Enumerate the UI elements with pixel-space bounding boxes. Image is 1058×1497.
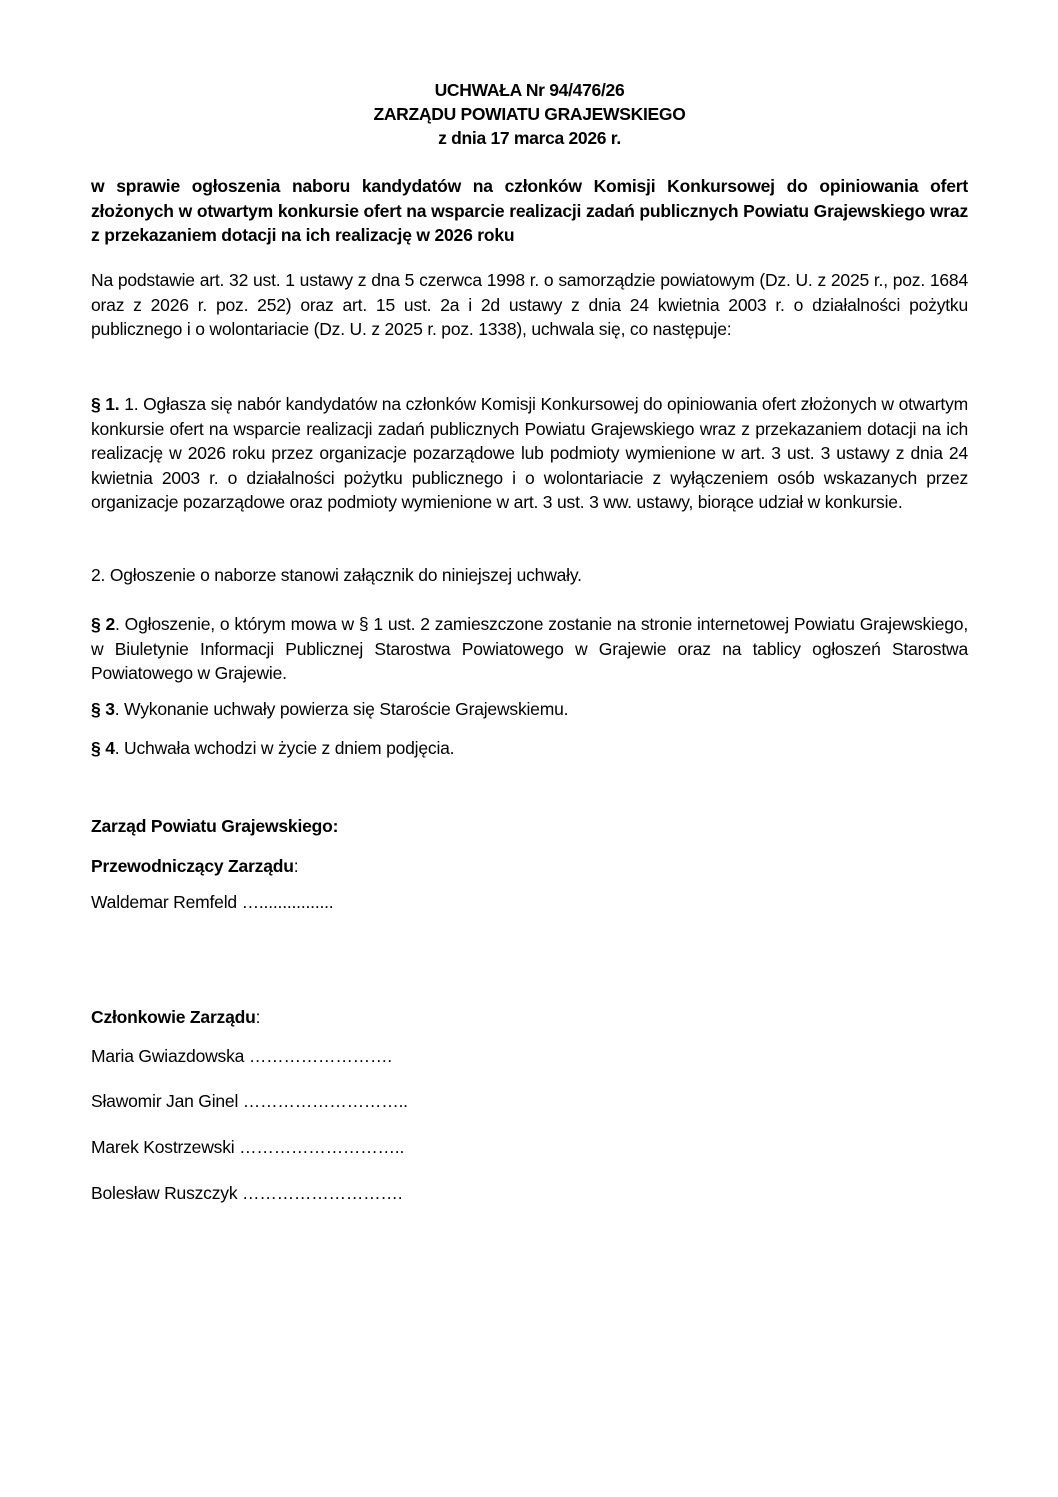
member-signature-line: Marek Kostrzewski ……………………….. xyxy=(91,1137,405,1157)
resolution-number: UCHWAŁA Nr 94/476/26 xyxy=(434,80,625,100)
section-text: . Uchwała wchodzi w życie z dniem podjęcia. xyxy=(114,738,455,758)
member-signature-line: Bolesław Ruszczyk ………………………. xyxy=(91,1183,403,1203)
section-2 xyxy=(91,612,968,686)
section-text: 1. Ogłasza się nabór kandydatów na członków Komisji Konkursowej do opiniowania ofert złożonych w otwartym konkursie ofert na wsparcie realizacji zadań publicznych Powiatu Grajewskiego wraz z przekazaniem dotacji na ich realizację w 2026 roku przez organizacje pozarządowe lub podmioty wymienione w art. 3 ust. 3 ustawy z dnia 24 kwietnia 2003 r. o działalności pożytku publicznego i o wolontariacie z wyłączeniem osób wskazanych przez organizacje pozarządowe oraz podmioty wymienione w art. 3 ust. 3 ww. ustawy, biorące udział w konkursie. xyxy=(91,394,968,512)
section-text: 2. Ogłoszenie o naborze stanowi załącznik do niniejszej uchwały. xyxy=(91,565,582,585)
section-1-para-1 xyxy=(91,392,968,515)
resolution-header xyxy=(91,78,968,150)
member-signature-line: Sławomir Jan Ginel ……………………….. xyxy=(91,1091,408,1111)
section-4 xyxy=(91,736,968,761)
preamble: Na podstawie art. 32 ust. 1 ustawy z dna 5 czerwca 1998 r. o samorządzie powiatowym (Dz. U. z 2025 r., poz. 1684 oraz z 2026 r. poz. 252) oraz art. 15 ust. 2a i 2d ustawy z dnia 24 kwietnia 2003 r. o działalności pożytku publicznego i o wolontariacie (Dz. U. z 2025 r. poz. 1338), uchwala się, co następuje: xyxy=(91,270,968,339)
board-title: Zarząd Powiatu Grajewskiego: xyxy=(91,816,339,836)
section-mark: § 1. xyxy=(91,394,120,414)
section-text: . Wykonanie uchwały powierza się Staroście Grajewskiemu. xyxy=(114,699,569,719)
members-label: Członkowie Zarządu: xyxy=(91,1007,261,1027)
resolution-subject: w sprawie ogłoszenia naboru kandydatów na członków Komisji Konkursowej do opiniowania ofert złożonych w otwartym konkursie ofert na wsparcie realizacji zadań publicznych Powiatu Grajewskiego wraz z przekazaniem dotacji na ich realizację w 2026 roku xyxy=(91,176,968,245)
resolution-date: z dnia 17 marca 2026 r. xyxy=(438,128,621,148)
section-mark: § 3 xyxy=(91,699,115,719)
section-text: . Ogłoszenie, o którym mowa w § 1 ust. 2 zamieszczone zostanie na stronie internetowej Powiatu Grajewskiego, w Biuletynie Informacji Publicznej Starostwa Powiatowego w Grajewie oraz na tablicy ogłoszeń Starostwa Powiatowego w Grajewie. xyxy=(91,614,968,683)
chair-label: Przewodniczący Zarządu: xyxy=(91,856,299,876)
section-1-para-2 xyxy=(91,563,968,588)
section-mark: § 2 xyxy=(91,614,116,634)
chair-signature-line: Waldemar Remfeld …................ xyxy=(91,892,334,912)
section-mark: § 4 xyxy=(91,738,115,758)
section-3 xyxy=(91,697,968,722)
member-signature-line: Maria Gwiazdowska ……………………. xyxy=(91,1046,392,1066)
issuing-body: ZARZĄDU POWIATU GRAJEWSKIEGO xyxy=(373,104,686,124)
